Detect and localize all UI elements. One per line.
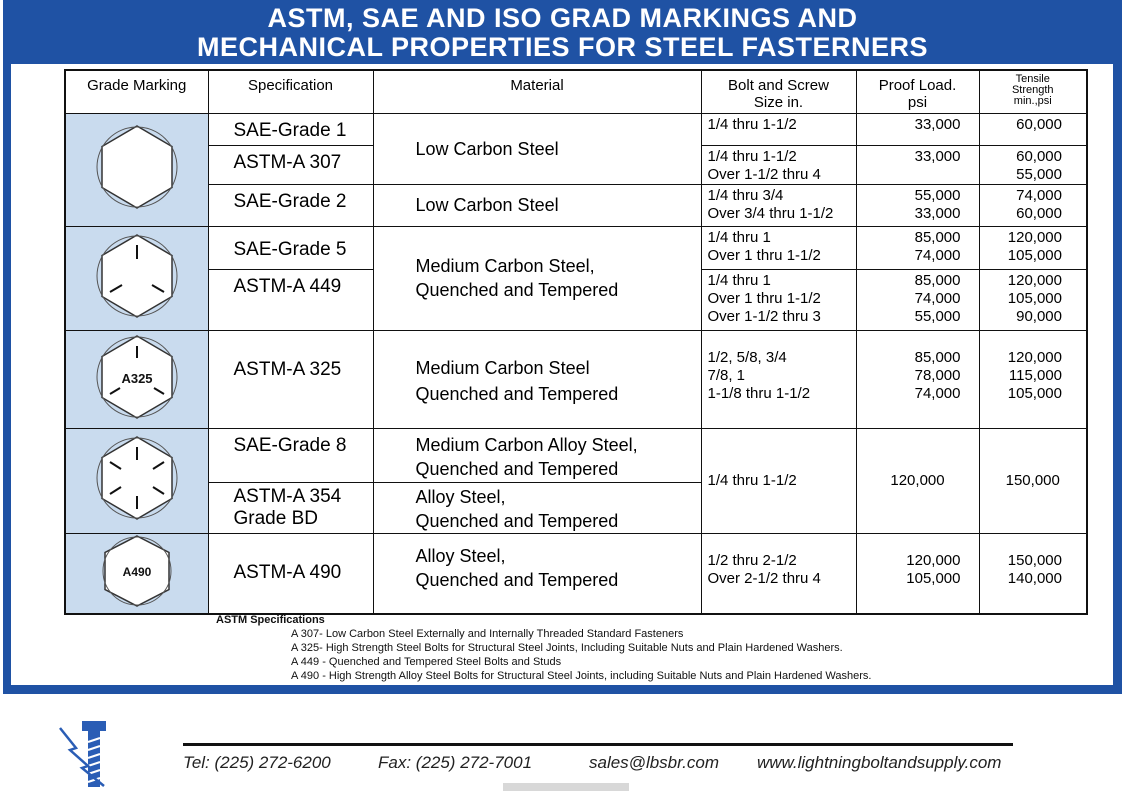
size-a325: 1/2, 5/8, 3/4 7/8, 1 1-1/8 thru 1-1/2 [701,330,856,428]
tensile-a325: 120,000 115,000 105,000 [979,330,1087,428]
material-low-carbon: Low Carbon Steel [373,113,701,184]
size-sae2: 1/4 thru 3/4 Over 3/4 thru 1-1/2 [701,184,856,226]
proof-sae5: 85,000 74,000 [856,226,979,269]
spec-astm-a490: ASTM-A 490 [208,533,373,614]
grade-marking-a490 [65,533,208,614]
size-sae1: 1/4 thru 1-1/2 [701,113,856,145]
proof-a325: 85,000 78,000 74,000 [856,330,979,428]
size-grade-8: 1/4 thru 1-1/2 [701,428,856,533]
header-size: Bolt and Screw Size in. [701,70,856,113]
proof-a307: 33,000 [856,145,979,184]
bottom-tab [503,783,629,791]
tensile-a307: 60,000 55,000 [979,145,1087,184]
material-sae8: Medium Carbon Alloy Steel, Quenched and Tempered [373,428,701,482]
grade-marking-plain [65,113,208,226]
material-a325: Medium Carbon Steel Quenched and Tempered [373,330,701,428]
table-row [65,533,1087,614]
spec-astm-a307: ASTM-A 307 [208,145,373,184]
notes-heading: ASTM Specifications [216,614,325,626]
astm-notes [216,613,871,683]
material-sae2: Low Carbon Steel [373,184,701,226]
proof-a449: 85,000 74,000 55,000 [856,269,979,330]
proof-a490: 120,000 105,000 [856,533,979,614]
spec-astm-a354: ASTM-A 354 Grade BD [208,482,373,533]
material-grade-5: Medium Carbon Steel, Quenched and Tempered [373,226,701,330]
svg-text:A325: A325 [121,370,153,386]
contact-email[interactable]: sales@lbsbr.com [589,753,719,772]
note-item: A 307- Low Carbon Steel Externally and Internally Threaded Standard Fasteners [291,628,684,640]
size-a307: 1/4 thru 1-1/2 Over 1-1/2 thru 4 [701,145,856,184]
header-material: Material [373,70,701,113]
table-row [65,428,1087,482]
footer-rule [183,743,1013,746]
spec-sae-grade-5: SAE-Grade 5 [208,226,373,269]
material-a354: Alloy Steel, Quenched and Tempered [373,482,701,533]
table-row [65,184,1087,226]
header-tensile: Tensile Strength min.,psi [979,70,1087,113]
size-sae5: 1/4 thru 1 Over 1 thru 1-1/2 [701,226,856,269]
size-a449: 1/4 thru 1 Over 1 thru 1-1/2 Over 1-1/2 thru 3 [701,269,856,330]
hex-head-3-radial-lines-icon [92,231,182,321]
grade-marking-a325 [65,330,208,428]
size-a490: 1/2 thru 2-1/2 Over 2-1/2 thru 4 [701,533,856,614]
tensile-a449: 120,000 105,000 90,000 [979,269,1087,330]
proof-sae2: 55,000 33,000 [856,184,979,226]
header-grade-marking: Grade Marking [65,70,208,113]
table-row [65,226,1087,269]
contact-tel: Tel: (225) 272-6200 [183,753,331,772]
header-proof-load: Proof Load. psi [856,70,979,113]
grade-marking-6-lines [65,428,208,533]
spec-astm-a325: ASTM-A 325 [208,330,373,428]
note-item: A 490 - High Strength Alloy Steel Bolts for Structural Steel Joints, including Suitable Nuts and Plain Hardened Washers. [291,670,872,682]
proof-grade-8: 120,000 [856,428,979,533]
proof-sae1: 33,000 [856,113,979,145]
note-item: A 449 - Quenched and Tempered Steel Bolts and Studs [291,656,562,668]
hex-head-6-radial-lines-icon [92,433,182,523]
fastener-table [64,69,1088,615]
page-title: ASTM, SAE AND ISO GRAD MARKINGS AND MECHANICAL PROPERTIES FOR STEEL FASTERNERS [196,3,929,62]
header-specification: Specification [208,70,373,113]
lightning-bolt-logo-icon [58,718,138,790]
svg-text:A490: A490 [122,564,152,579]
tensile-grade-8: 150,000 [979,428,1087,533]
tensile-sae1: 60,000 [979,113,1087,145]
contact-fax: Fax: (225) 272-7001 [378,753,533,772]
contact-website[interactable]: www.lightningboltandsupply.com [757,753,1002,772]
table-row [65,113,1087,145]
spec-astm-a449: ASTM-A 449 [208,269,373,330]
material-a490: Alloy Steel, Quenched and Tempered [373,533,701,614]
hex-head-a490-icon [92,534,182,608]
hex-head-plain-icon [92,122,182,212]
spec-sae-grade-1: SAE-Grade 1 [208,113,373,145]
spec-sae-grade-2: SAE-Grade 2 [208,184,373,226]
table-row [65,330,1087,428]
tensile-sae2: 74,000 60,000 [979,184,1087,226]
tensile-a490: 150,000 140,000 [979,533,1087,614]
hex-head-a325-icon [92,332,182,422]
tensile-sae5: 120,000 105,000 [979,226,1087,269]
header-row [65,70,1087,113]
note-item: A 325- High Strength Steel Bolts for Structural Steel Joints, Including Suitable Nuts and Plain Hardened Washers. [291,642,843,654]
spec-sae-grade-8: SAE-Grade 8 [208,428,373,482]
grade-marking-3-lines [65,226,208,330]
